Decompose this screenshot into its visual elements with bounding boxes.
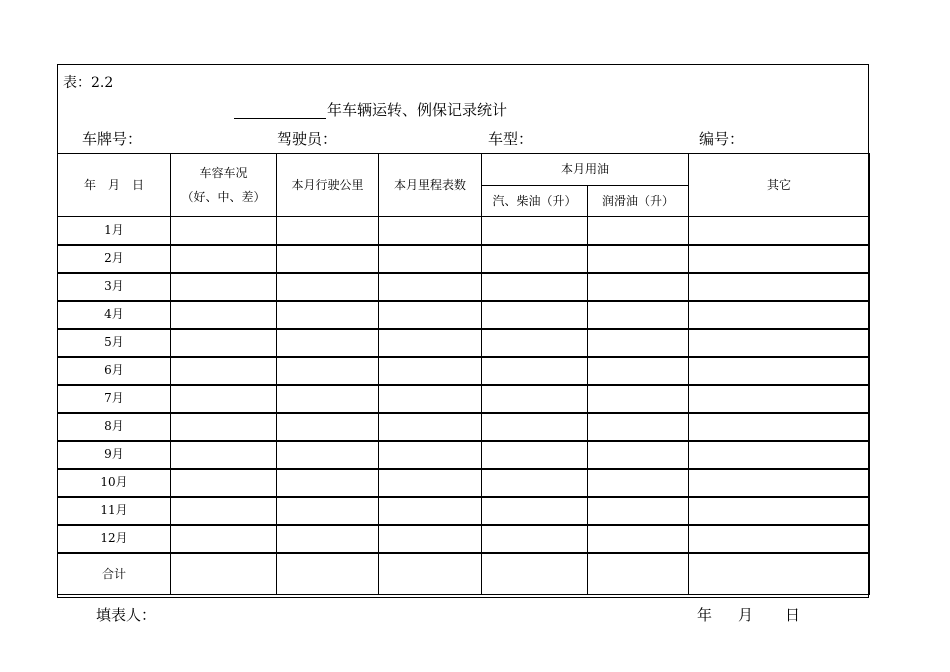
table-cell[interactable] (689, 441, 870, 469)
table-cell[interactable] (171, 525, 277, 553)
table-code: 表：2.2 (63, 75, 114, 91)
table-cell[interactable] (277, 245, 379, 273)
table-cell[interactable] (588, 357, 689, 385)
table-cell[interactable] (171, 329, 277, 357)
table-row (58, 525, 870, 553)
header-other: 其它 (689, 154, 870, 217)
year-blank-line (234, 118, 326, 119)
month-label: 9月 (58, 441, 171, 469)
table-cell[interactable] (379, 301, 482, 329)
table-cell[interactable] (689, 245, 870, 273)
table-cell[interactable] (588, 441, 689, 469)
month-label: 7月 (58, 385, 171, 413)
table-cell[interactable] (689, 357, 870, 385)
filler-label: 填表人： (96, 606, 157, 624)
model-label: 车型： (488, 130, 534, 148)
header-mileage: 本月行驶公里 (277, 154, 379, 217)
table-cell[interactable] (171, 301, 277, 329)
table-cell[interactable] (689, 217, 870, 245)
table-cell[interactable] (588, 553, 689, 595)
table-row (58, 245, 870, 273)
table-cell[interactable] (482, 357, 588, 385)
plate-label: 车牌号： (82, 130, 143, 148)
month-label: 6月 (58, 357, 171, 385)
month-label: 8月 (58, 413, 171, 441)
table-cell[interactable] (379, 469, 482, 497)
table-cell[interactable] (588, 469, 689, 497)
table-cell[interactable] (689, 329, 870, 357)
table-cell[interactable] (689, 525, 870, 553)
table-cell[interactable] (689, 413, 870, 441)
table-row (58, 357, 870, 385)
table-cell[interactable] (588, 329, 689, 357)
month-label: 10月 (58, 469, 171, 497)
header-fuel-group: 本月用油 (482, 154, 689, 186)
table-cell[interactable] (588, 385, 689, 413)
table-cell[interactable] (482, 245, 588, 273)
table-cell[interactable] (277, 273, 379, 301)
header-diesel: 汽、柴油（升） (482, 186, 588, 217)
form-title: 年车辆运转、例保记录统计 (327, 101, 508, 119)
table-cell[interactable] (588, 301, 689, 329)
table-cell[interactable] (588, 217, 689, 245)
table-cell[interactable] (689, 273, 870, 301)
table-cell[interactable] (277, 497, 379, 525)
table-cell[interactable] (482, 525, 588, 553)
table-cell[interactable] (277, 385, 379, 413)
table-cell[interactable] (171, 469, 277, 497)
month-label: 4月 (58, 301, 171, 329)
table-cell[interactable] (379, 357, 482, 385)
table-cell[interactable] (482, 497, 588, 525)
table-cell[interactable] (171, 357, 277, 385)
table-cell[interactable] (588, 413, 689, 441)
header-date: 年 月 日 (58, 154, 171, 217)
table-cell[interactable] (277, 469, 379, 497)
total-label: 合计 (58, 553, 171, 595)
table-cell[interactable] (379, 385, 482, 413)
table-cell[interactable] (379, 497, 482, 525)
table-cell[interactable] (588, 497, 689, 525)
footer-month: 月 (738, 606, 754, 624)
table-cell[interactable] (277, 413, 379, 441)
table-cell[interactable] (277, 329, 379, 357)
table-cell[interactable] (379, 441, 482, 469)
month-label: 1月 (58, 217, 171, 245)
table-row (58, 301, 870, 329)
footer-year: 年 (697, 606, 713, 624)
table-cell[interactable] (482, 329, 588, 357)
table-cell[interactable] (171, 385, 277, 413)
table-cell[interactable] (482, 273, 588, 301)
table-cell[interactable] (689, 385, 870, 413)
table-cell[interactable] (588, 245, 689, 273)
statistics-table (57, 153, 870, 595)
table-cell[interactable] (171, 413, 277, 441)
table-cell[interactable] (482, 301, 588, 329)
table-cell[interactable] (277, 301, 379, 329)
table-cell[interactable] (379, 553, 482, 595)
table-cell[interactable] (171, 497, 277, 525)
table-cell[interactable] (171, 245, 277, 273)
table-cell[interactable] (171, 441, 277, 469)
table-row (58, 441, 870, 469)
table-cell[interactable] (689, 553, 870, 595)
table-cell[interactable] (379, 413, 482, 441)
table-cell[interactable] (689, 497, 870, 525)
table-cell[interactable] (171, 553, 277, 595)
table-cell[interactable] (171, 273, 277, 301)
condition-label: 车容车况 (199, 165, 248, 180)
table-cell[interactable] (689, 469, 870, 497)
table-cell[interactable] (379, 525, 482, 553)
table-cell[interactable] (277, 553, 379, 595)
table-cell[interactable] (277, 441, 379, 469)
table-cell[interactable] (171, 217, 277, 245)
condition-sub-label: （好、中、差） (181, 190, 266, 204)
table-cell[interactable] (689, 301, 870, 329)
header-lube: 润滑油（升） (588, 186, 689, 217)
month-label: 11月 (58, 497, 171, 525)
table-cell[interactable] (482, 385, 588, 413)
month-label: 5月 (58, 329, 171, 357)
table-cell[interactable] (277, 357, 379, 385)
table-row (58, 469, 870, 497)
table-cell[interactable] (379, 245, 482, 273)
driver-label: 驾驶员： (277, 130, 338, 148)
table-cell[interactable] (482, 413, 588, 441)
table-row (58, 497, 870, 525)
table-row (58, 385, 870, 413)
month-label: 2月 (58, 245, 171, 273)
table-row (58, 329, 870, 357)
number-label: 编号： (699, 130, 745, 148)
table-row (58, 217, 870, 245)
month-label: 12月 (58, 525, 171, 553)
table-cell[interactable] (482, 217, 588, 245)
table-cell[interactable] (379, 217, 482, 245)
table-cell[interactable] (482, 441, 588, 469)
table-cell[interactable] (379, 273, 482, 301)
month-label: 3月 (58, 273, 171, 301)
table-cell[interactable] (379, 329, 482, 357)
table-cell[interactable] (482, 469, 588, 497)
header-condition (171, 154, 277, 217)
table-cell[interactable] (277, 525, 379, 553)
table-row (58, 273, 870, 301)
table-cell[interactable] (277, 217, 379, 245)
footer-day: 日 (785, 606, 801, 624)
table-cell[interactable] (588, 525, 689, 553)
table-cell[interactable] (588, 273, 689, 301)
header-odometer: 本月里程表数 (379, 154, 482, 217)
table-cell[interactable] (482, 553, 588, 595)
table-row (58, 413, 870, 441)
